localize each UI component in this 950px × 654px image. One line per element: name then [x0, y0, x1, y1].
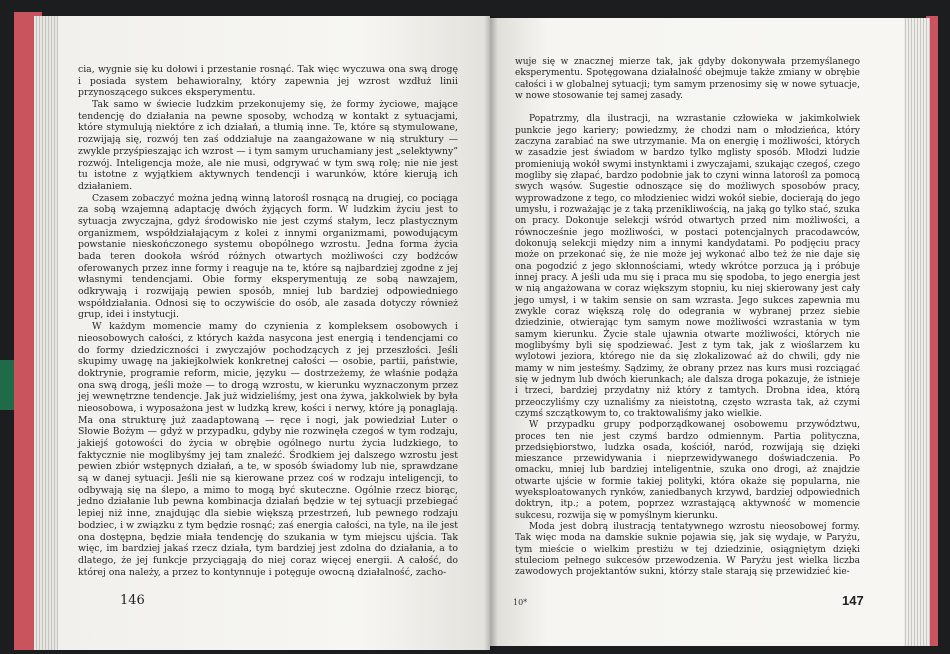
paragraph: cia, wygnie się ku dołowi i przestanie rosnąć. Tak więc wyczuwa ona swą drogę i posiada system behawioralny, który zapewnia jej wzrost wzdłuż linii przynoszącego sukces eksperymentu. — [78, 64, 458, 99]
page-edges-right — [902, 18, 930, 646]
page-number-right: 147 — [842, 593, 864, 608]
paragraph: W przypadku grupy podporządkowanej osobowemu przywództwu, proces ten nie jest czymś bardzo odmiennym. Partia polityczna, przedsiębiorstwo, ludzka osada, kościół, naród, rozwijają się dzięki mieszance przewidywania i nieprzewidywanego doświadczenia. Po omacku, mniej lub bardziej inteligentnie, szuka ono drogi, aż znajdzie otwarte ujście w formie takiej polityki, która okaże się popularna, nie wyeksploatowanych rynków, zaniedbanych krzywd, bardziej odpowiednich doktryn, itp.; a potem, poprzez wzrastającą aktywność w momencie sukcesu, rozwija się w pomyślnym kierunku. — [515, 420, 860, 521]
page-number-left: 146 — [120, 593, 145, 608]
left-page-text — [78, 64, 458, 578]
book-gutter — [484, 16, 498, 650]
paragraph: Tak samo w świecie ludzkim przekonujemy się, że formy życiowe, mające tendencję do działania na pewne sposoby, wchodzą w kontakt z sytuacjami, które stymulują niektóre z ich działań, a tłumią inne. Te, które są stymulowane, rozwijają się, rozwój ten zaś oddziałuje na zaangażowane w nią struktury — zwykle przyśpieszając ich wzrost — i tym samym uruchamiany jest „selektywny” rozwój. Inteligencja może, ale nie musi, odgrywać w tym swą rolę; nie nie jest tu istotne z wyjątkiem aktywnych tendencji i warunków, które kierują ich działaniem. — [78, 99, 458, 192]
right-page-text — [515, 57, 860, 579]
paragraph: Popatrzmy, dla ilustracji, na wzrastanie człowieka w jakimkolwiek punkcie jego kariery; powiedzmy, że chodzi nam o młodzieńca, który zaczyna zarabiać na swe utrzymanie. Ma on energię i możliwości, których w zasadzie jest świadom w bardzo tylko mglisty sposób. Młodzi ludzie promieniują wokół swymi instynktami i zwyczajami, szukając czegoś, czego mogliby się złapać, bardzo podobnie jak to czyni winna latorośl za pomocą swych wąsów. Sugestie odnoszące się do możliwych sposobów pracy, wyprowadzone z tego, co młodzieniec widzi wokół siebie, docierają do jego umysłu, i rozważając je z taką przenikliwością, na jaką go tylko stać, szuka on pracy. Dokonuje selekcji wśród otwartych przed nim możliwości, a równocześnie jego możliwości, w postaci potencjalnych pracodawców, dokonują selekcji między nim a innymi kandydatami. Po podjęciu pracy może on przekonać się, że nie może jej wykonać albo też że nie daje się ona pogodzić z jego skłonnościami, wtedy wkrótce porzuca ją i próbuje innej pracy. A jeśli uda mu się i praca mu się spodoba, to jego energia jest w nią angażowana w coraz większym stopniu, ku niej skierowany jest cały jego umysł, i w takim sensie on sam wzrasta. Jego sukces zapewnia mu zwykle coraz większą rolę do odegrania w wybranej przez siebie dziedzinie, otwierając tym samym nowe możliwości wzrastania w tym samym kierunku. Życie stale ujawnia otwarte możliwości, których nie moglibyśmy byli się spodziewać. Jest z tym tak, jak z wioślarzem ku wylotowi jeziora, którego nie da się zlokalizować aż do chwili, gdy nie mamy w nim jesteśmy. Sądzimy, że obrany przez nas kurs musi rozciągać się w jednym lub dwóch kierunkach; ale dalsza droga pokazuje, że istnieje i trzeci, bardziej przydatny niż który z tamtych. Drobna idea, którą przeoczyliśmy czy uznaliśmy za nieistotną, często wzrasta tak, aż czymi czymś szczątkowym to, co traktowaliśmy jako wielkie. — [515, 114, 860, 419]
paragraph: Moda jest dobrą ilustracją tentatywnego wzrostu nieosobowej formy. Tak więc moda na damskie suknie pojawia się, jak się wydaje, w Paryżu, tym mieście o wielkim prestiżu w tej dziedzinie, osiągniętym dzięki stuleciom pełnego sukcesów przewodzenia. W Paryżu jest wielka liczba zawodowych projektantów sukni, którzy stale starają się przewidzieć kie- — [515, 522, 860, 578]
background-green-strip — [0, 360, 14, 410]
paragraph: W każdym momencie mamy do czynienia z kompleksem osobowych i nieosobowych całości, z których każda nasycona jest energią i tendencjami co do formy dziedziczności i zwyczajów pochodzących z jej przeszłości. Jeśli skupimy uwagę na jakiejkolwiek konkretnej całości — osobie, partii, państwie, doktrynie, programie reform, micie, języku — dostrzeżemy, że właśnie podąża ona swą drogą, jeśli może — to drogą wzrostu, w kierunku wyznaczonym przez jej wewnętrzne tendencje. Jak już widzieliśmy, jest ona żywa, jakkolwiek by była nieosobowa, i wyposażona jest w ludzką krew, kości i nerwy, które ją ponaglają. Ma ona strukturę już zaadaptowaną — ręce i nogi, jak powiedział Luter o Słowie Bożym — gdyż w przypadku, gdyby nie rozwinęła czegoś w tym rodzaju, jakiejś gotowości do życia w obrębie ogólnego nurtu życia ludzkiego, to faktycznie nie moglibyśmy jej tam znaleźć. Środkiem jej dalszego wzrostu jest pewien zbiór wstępnych działań, a te, w sposób świadomy lub nie, sprawdzane są w danej sytuacji. Jeśli nie są kierowane przez coś w rodzaju inteligencji, to odbywają się na ślepo, a mimo to mogą być skuteczne. Ogólnie rzecz biorąc, jedno działanie lub pewna kombinacja działań będzie w tej sytuacji przebiegać lepiej niż inne, znajdując dla siebie większą przestrzeń, lub pewnego rodzaju bodziec, i w związku z tym będzie rosnąć; zaś energia całości, na tyle, na ile jest ona dostępna, będzie miała tendencję do szukania w tym miejscu ujścia. Tak więc, im bardziej jakaś rzecz działa, tym bardziej jest zdolna do działania, a to dlatego, że jej funkcje przyciągają do niej coraz więcej energii. A całość, do której ona należy, a przez to kontynnuje i potęguje owocną działalność, zacho- — [78, 321, 458, 578]
signature-mark: 10* — [513, 598, 528, 607]
paragraph: Czasem zobaczyć można jedną winną latorośl rosnącą na drugiej, co pociąga za sobą wzajemną adaptację dwóch żyjących form. W ludzkim życiu jest to sytuacja zwyczajna, gdyż środowisko nie jest czymś stałym, lecz plastycznym organizmem, współdziałającym z kolei z innymi organizmami, powodującym powstanie nieskończonego systemu obopólnego wzrostu. Jedna forma życia bada teren dookoła wśród różnych otwartych możliwości czy bodźców oferowanych przez inne formy i reaguje na te, które są najbardziej zgodne z jej własnymi tendencjami. Obie formy eksperymentują ze sobą nawzajem, odkrywają i rozwijają pewien sposób, mniej lub bardziej odpowiedniego współdziałania. Odnosi się to oczywiście do osób, ale zasada dotyczy również grup, idei i instytucji. — [78, 192, 458, 321]
paragraph: wuje się w znacznej mierze tak, jak gdyby dokonywała przemyślanego eksperymentu. Spotęgowana działalność obejmuje także zmiany w obrębie całości i w globalnej sytuacji; tym samym przenosimy się w nowe sytuacje, w nowe stosowanie tej samej zasady. — [515, 57, 860, 101]
